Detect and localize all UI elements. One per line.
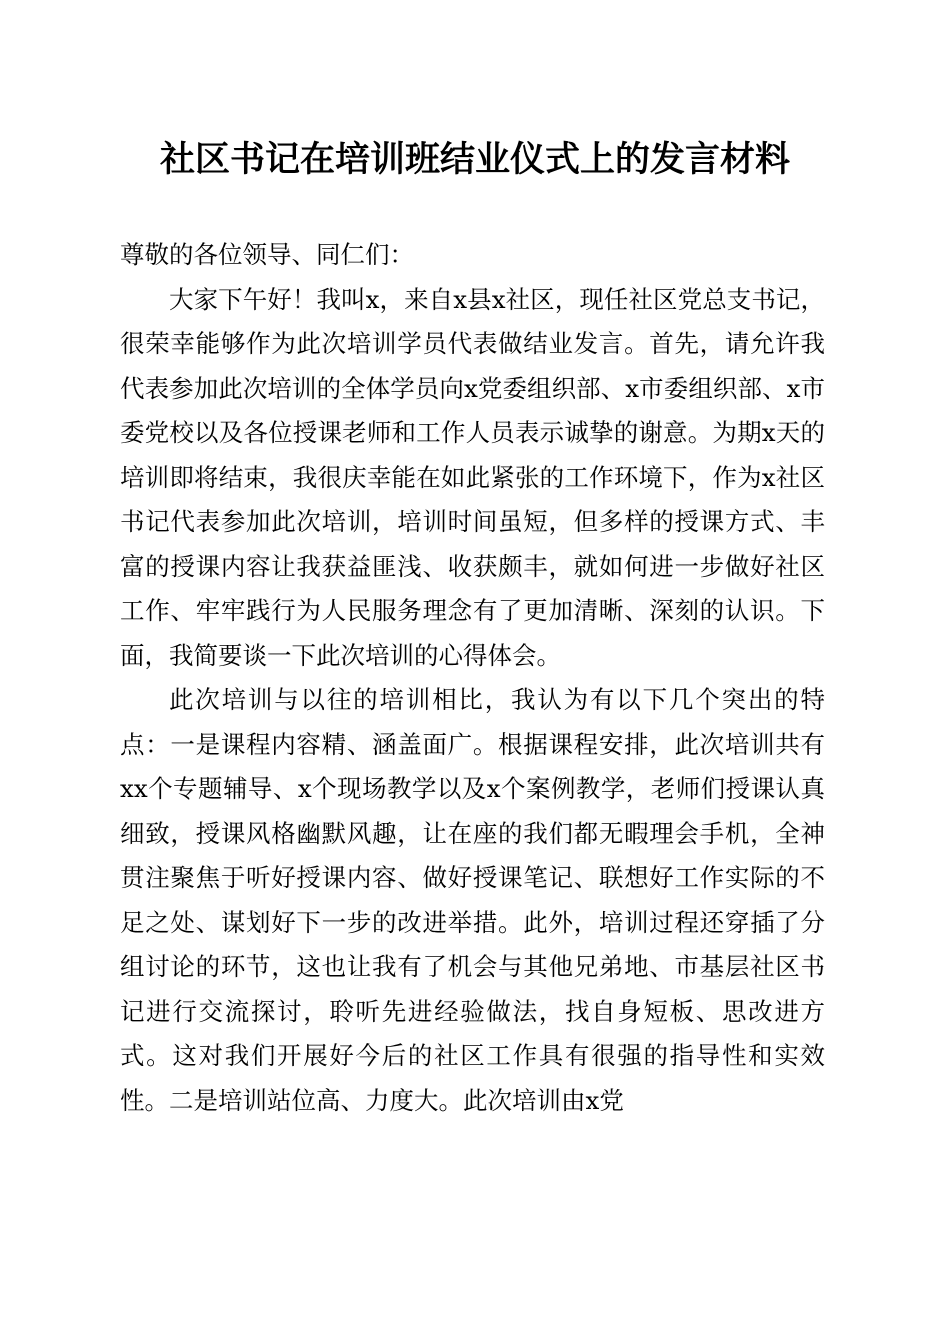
paragraph-2: 此次培训与以往的培训相比，我认为有以下几个突出的特点：一是课程内容精、涵盖面广。根据课程安排，此次培训共有xx个专题辅导、x个现场教学以及x个案例教学，老师们授课认真细致，授课风格幽默风趣，让在座的我们都无暇理会手机，全神贯注聚焦于听好授课内容、做好授课笔记、联想好工作实际的不足之处、谋划好下一步的改进举措。此外，培训过程还穿插了分组讨论的环节，这也让我有了机会与其他兄弟地、市基层社区书记进行交流探讨，聆听先进经验做法，找自身短板、思改进方式。这对我们开展好今后的社区工作具有很强的指导性和实效性。二是培训站位高、力度大。此次培训由x党 (120, 685, 825, 1115)
paragraph-1: 大家下午好！我叫x，来自x县x社区，现任社区党总支书记，很荣幸能够作为此次培训学员代表做结业发言。首先，请允许我代表参加此次培训的全体学员向x党委组织部、x市委组织部、x市委党校以及各位授课老师和工作人员表示诚挚的谢意。为期x天的培训即将结束，我很庆幸能在如此紧张的工作环境下，作为x社区书记代表参加此次培训，培训时间虽短，但多样的授课方式、丰富的授课内容让我获益匪浅、收获颇丰，就如何进一步做好社区工作、牢牢践行为人民服务理念有了更加清晰、深刻的认识。下面，我简要谈一下此次培训的心得体会。 (120, 284, 825, 670)
document-title: 社区书记在培训班结业仪式上的发言材料 (159, 139, 790, 180)
document-body (120, 233, 825, 1123)
salutation: 尊敬的各位领导、同仁们： (120, 240, 414, 269)
